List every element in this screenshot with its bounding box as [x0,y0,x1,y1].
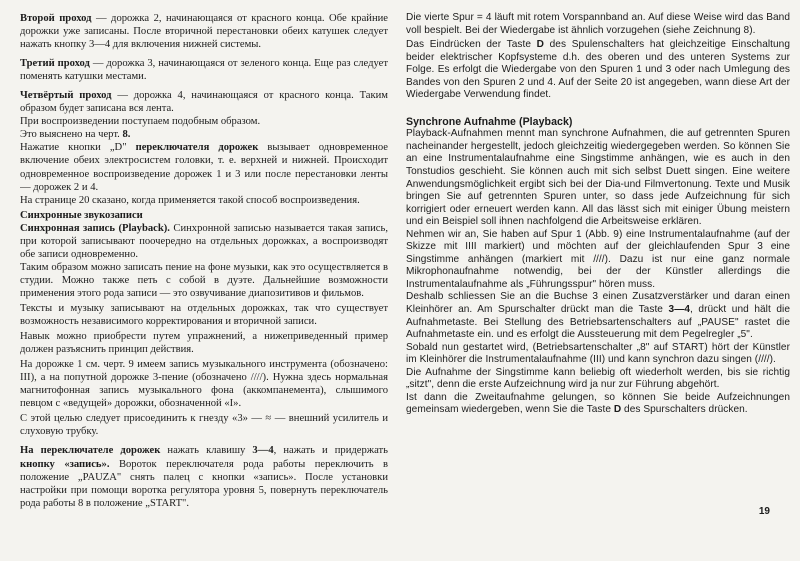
paragraph-text: нажать клавишу [160,445,253,457]
paragraph-figure-ref [20,128,388,141]
paragraph-fourth-pass [20,89,388,115]
paragraph-text: Ist dann die Zweitaufnahme gelungen, so können Sie beide Aufzeichnungen gemeinsam wiedergeben, wenn Sie die Taste [406,391,790,416]
paragraph-amplifier: С этой целью следует присоединить к гнезду «3» — ≈ — внешний усилитель и слуховую трубку. [20,413,388,438]
paragraph-playback-intro: Playback-Aufnahmen mennt man synchrone Aufnahmen, die auf getrennten Spuren nacheinander hergestellt, jedoch gleichzeitig wiedergegeben werden. So können Sie an eine Instrumentalaufnahme eine Singstimme anhängen, wie es auch in den Tonstudios geschieht. Sie können auch mit sich selbst Duett singen. Eine weitere Anwendungsmöglichkeit ergibt sich bei der Dia-und Filmvertonung. Texte und Musik bringen Sie auf getrennten Spuren unter, so dass jede Aufzeichnung für sich korrigiert oder erneuert werden kann. All das lässt sich mit einiger Übung meistern und ein Beispiel soll ihnen nachfolgend die Arbeitsweise erklären. [406,128,790,228]
russian-text-column [20,12,388,552]
lead-term: Третий проход [20,58,90,70]
paragraph-text: Синхронной записью называется такая запись, при которой записывают поочередно на отдельных дорожках, а воспроизводят обе записи одновременно. [20,222,388,260]
key-label: D [613,404,622,416]
paragraph-third-pass [20,57,388,83]
paragraph-separate-tracks: Тексты и музыку записывают на отдельных дорожках, так что существует возможность независимого корректирования и вторичной записи. [20,302,388,328]
paragraph-page-ref: На странице 20 сказано, когда применяется такой способ воспроизведения. [20,194,360,206]
lead-term: Второй проход [20,13,92,24]
paragraph-start: Sobald nun gestartet wird, (Betriebsartenschalter „8" auf START) hört der Künstler im Kleinhörer die Instrumentalaufnahme (III) und kann synchron dazu singen (////). [406,341,790,366]
paragraph-singing-example: Таким образом можно записать пение на фоне музыки, как это осуществляется в студии. Можно также петь с собой в дуэте. Дальнейшие возможности применения этого рода записи — это озвучивание диапозитивов и фильмов. [20,261,388,299]
paragraph-playback-note: При воспроизведении поступаем подобным образом. [20,116,261,128]
paragraph-track-example: На дорожке 1 см. черт. 9 имеем запись музыкального инструмента (обозначено: III), а на попутной дорожке 3-пение (обозначено ////). Нужна здесь нормальная магнитофонная запись музыкального фона (аккомпанемента), слышимого певцом с «ведущей» дорожки, обозначенной «I». [20,359,388,410]
key-label: 3—4 [668,304,691,316]
paragraph-text: Нажатие кнопки „D" [20,142,136,154]
paragraph-text: — дорожка 2, начинающаяся от красного конца. Обе крайние дорожки уже записаны. После вторичной перестановки обеих катушек следует нажать кнопку 3—4 для включения нижней системы. [20,13,388,51]
paragraph-procedure [20,444,388,509]
page-number: 19 [758,506,770,517]
lead-term: На переключателе дорожек [20,445,161,457]
paragraph-d-button [20,141,388,193]
section-heading: Synchrone Aufnahme (Playback) [406,115,573,128]
paragraph-text: des Spulenschalters hat gleichzeitige Einschaltung beider elektrischer Kopfsysteme d.h. des oberen und des unteren Systems zur Folge. Es erfolgt die Wiedergabe von den Spuren 1 und 3 oder nach Umlegung des Bandes von den Spuren 2 und 4. Auf der Seite 20 ist angegeben, wann diese Art der Wiedergabe Verwendung findet. [406,39,790,101]
paragraph-second-pass [20,12,388,51]
paragraph-amplifier [406,291,790,341]
paragraph-text: вызывает одновременное включение обеих электросистем головки, т. е. верхней и нижней. Происходит одновременное воспроизведение дорожек 1 и 3 или после перестановки ленты — дорожек 2 и 4. [20,142,388,193]
paragraph-track-example: Nehmen wir an, Sie haben auf Spur 1 (Abb. 9) eine Instrumentalaufnahme (auf der Skizze mit IIII markiert) und möchten auf der gleichlaufenden Spur 3 eine Singstimme anhängen (markiert mit ////). Dazu ist nur eine ganz normale Mikrophonaufnahme notwendig, bei der der Künstler allerdings die Instrumentalaufnahme als „Führungsspur" hören muss. [406,228,790,290]
german-text-column [406,12,790,552]
section-heading: Синхронные звукозаписи [20,209,143,221]
paragraph-playback-definition [20,222,388,261]
paragraph-fourth-track: Die vierte Spur = 4 läuft mit rotem Vorspannband an. Auf diese Weise wird das Band voll bespielt. Bei der Wiedergabe ist ähnlich vorzugehen (siehe Zeichnung 8). [406,12,790,36]
paragraph-text: — дорожка 3, начинающаяся от зеленого конца. Еще раз следует поменять катушки местами. [20,58,388,83]
paragraph-text: Это выяснено на черт. [20,129,123,141]
paragraph-text: des Spurschalters drücken. [621,404,748,416]
paragraph-practice: Навык можно приобрести путем упражнений, а нижеприведенный пример должен разъяснить принцип действия. [20,331,388,356]
key-label: D [536,39,544,51]
paragraph-second-recording [406,392,790,417]
lead-term: Синхронная запись (Playback). [20,222,170,234]
lead-term: Четвёртый проход [20,90,112,102]
paragraph-text: Das Eindrücken der Taste [406,39,537,51]
key-label: 3—4 [252,445,274,457]
paragraph-text: , drückt und hält die Aufnahmetaste. Bei Stellung des Betriebsartenschalters auf „PAUSE" rastet die Aufnahmetaste ein. und es erfolgt die Aussteuerung mit dem Pegelregler „5". [406,304,790,341]
paragraph-text: Deshalb schliessen Sie an die Buchse 3 einen Zusatzverstärker und daran einen Kleinhörer an. Am Spurschalter drückt man die Taste [406,291,790,316]
paragraph-text: — дорожка 4, начинающаяся от красного конца. Таким образом будет записана вся лента. [20,90,388,115]
paragraph-text: Вороток переключателя рода работы переключить в положение „PAUZA" снять палец с кнопки «запись». После установки настройки при помощи воротка регулятора уровня 5, повернуть переключатель рода работы 8 в положение „START". [20,458,388,509]
paragraph-repeat: Die Aufnahme der Singstimme kann beliebig oft wiederholt werden, bis sie richtig „sitzt", denn die erste Aufzeichnung wird ja nur zur Führung abgehört. [406,366,790,391]
lead-term: кнопку «запись». [20,458,110,470]
figure-number: 8. [122,129,131,141]
lead-term: переключателя дорожек [135,142,259,154]
paragraph-d-key [406,39,790,102]
paragraph-text: , нажать и придержать [273,445,388,457]
